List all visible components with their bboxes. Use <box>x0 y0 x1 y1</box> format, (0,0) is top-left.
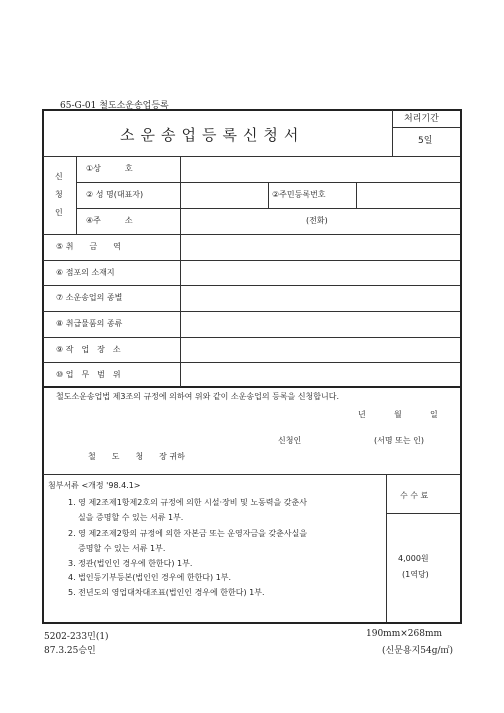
row-line <box>43 474 460 475</box>
outer-border-top <box>42 109 462 111</box>
attachment-item: 1. 영 제2조제1항제2호의 규정에 의한 시설·장비 및 노동력을 갖춘사 <box>68 498 307 507</box>
form-code: 65-G-01 철도소운송업등록 <box>60 101 169 111</box>
date-day: 일 <box>430 410 438 419</box>
business-type-label: ⑦ 소운송업의 종별 <box>56 293 123 302</box>
attachment-item: 2. 영 제2조제2항의 규정에 의한 자본금 또는 운영자금을 갖춘사실을 <box>68 529 308 538</box>
handling-label: ⑤ 취 금 역 <box>56 242 121 251</box>
row-line <box>43 337 460 338</box>
footer-paper: (신문용지54g/㎡) <box>382 646 454 656</box>
attachment-item: 실을 증명할 수 있는 서류 1부. <box>78 513 184 522</box>
footer-size: 190mm×268mm <box>366 629 443 639</box>
fee-label: 수 수 료 <box>400 491 429 500</box>
fee-header-line <box>386 513 460 514</box>
form-title: 소운송업등록신청서 <box>120 126 305 144</box>
name-label: ② 성 명(대표자) <box>86 190 144 199</box>
row-line <box>43 234 460 235</box>
outer-border-right <box>460 109 462 623</box>
footer-approval: 87.3.25승인 <box>44 646 96 656</box>
processing-value: 5일 <box>418 136 433 146</box>
attachment-item: 5. 전년도의 영업대차대조표(법인인 경우에 한한다) 1부. <box>68 588 265 597</box>
signature-note: (서명 또는 인) <box>374 436 424 445</box>
business-scope-label: ⑩ 업 무 범 위 <box>56 370 121 379</box>
statement-text: 철도소운송업법 제3조의 규정에 의하여 위와 같이 소운송업의 등록을 신청합니다. <box>56 392 339 401</box>
applicant-col-line <box>76 156 77 234</box>
applicant-char-2: 청 <box>55 190 63 199</box>
label-col-line <box>180 156 181 387</box>
rrn-split-line <box>356 182 357 208</box>
processing-divider <box>392 110 393 156</box>
workplace-label: ⑨ 작 업 장 소 <box>56 345 121 354</box>
attachment-item: 3. 정관(법인인 경우에 한한다) 1부. <box>68 559 193 568</box>
attachment-item: 4. 법인등기부등본(법인인 경우에 한한다) 1부. <box>68 573 232 582</box>
row-line <box>76 208 460 209</box>
attachment-item: 증명할 수 있는 서류 1부. <box>78 544 166 553</box>
date-month: 월 <box>394 410 402 419</box>
applicant-char-3: 인 <box>55 208 63 217</box>
store-location-label: ⑥ 점포의 소재지 <box>56 268 115 277</box>
row-line <box>43 260 460 261</box>
row-line <box>43 362 460 363</box>
fee-col-line <box>386 475 387 622</box>
fee-amount: 4,000원 <box>398 554 429 563</box>
outer-border-left <box>42 109 44 623</box>
recipient-text: 철 도 청 장 귀하 <box>88 452 185 461</box>
row-line <box>43 311 460 312</box>
applicant-signature-label: 신청인 <box>278 436 302 445</box>
phone-label: (전화) <box>306 216 328 225</box>
outer-border-bottom <box>42 622 462 624</box>
attachments-header: 첨부서류 <개정 '98.4.1> <box>48 481 141 490</box>
row-line <box>43 285 460 286</box>
rrn-label: ②주민등록번호 <box>272 190 326 199</box>
row-line <box>43 156 460 157</box>
fee-unit: (1역당) <box>402 570 429 579</box>
processing-divider-h <box>392 127 460 128</box>
trade-name-label: ①상 호 <box>86 164 133 173</box>
footer-code: 5202-233민(1) <box>44 632 109 642</box>
date-year: 년 <box>358 410 366 419</box>
goods-type-label: ⑧ 취급물품의 종류 <box>56 319 123 328</box>
applicant-char-1: 신 <box>55 172 63 181</box>
row-line <box>43 386 460 388</box>
name-split-line <box>268 182 269 208</box>
processing-label: 처리기간 <box>404 114 439 124</box>
address-label: ④주 소 <box>86 216 133 225</box>
